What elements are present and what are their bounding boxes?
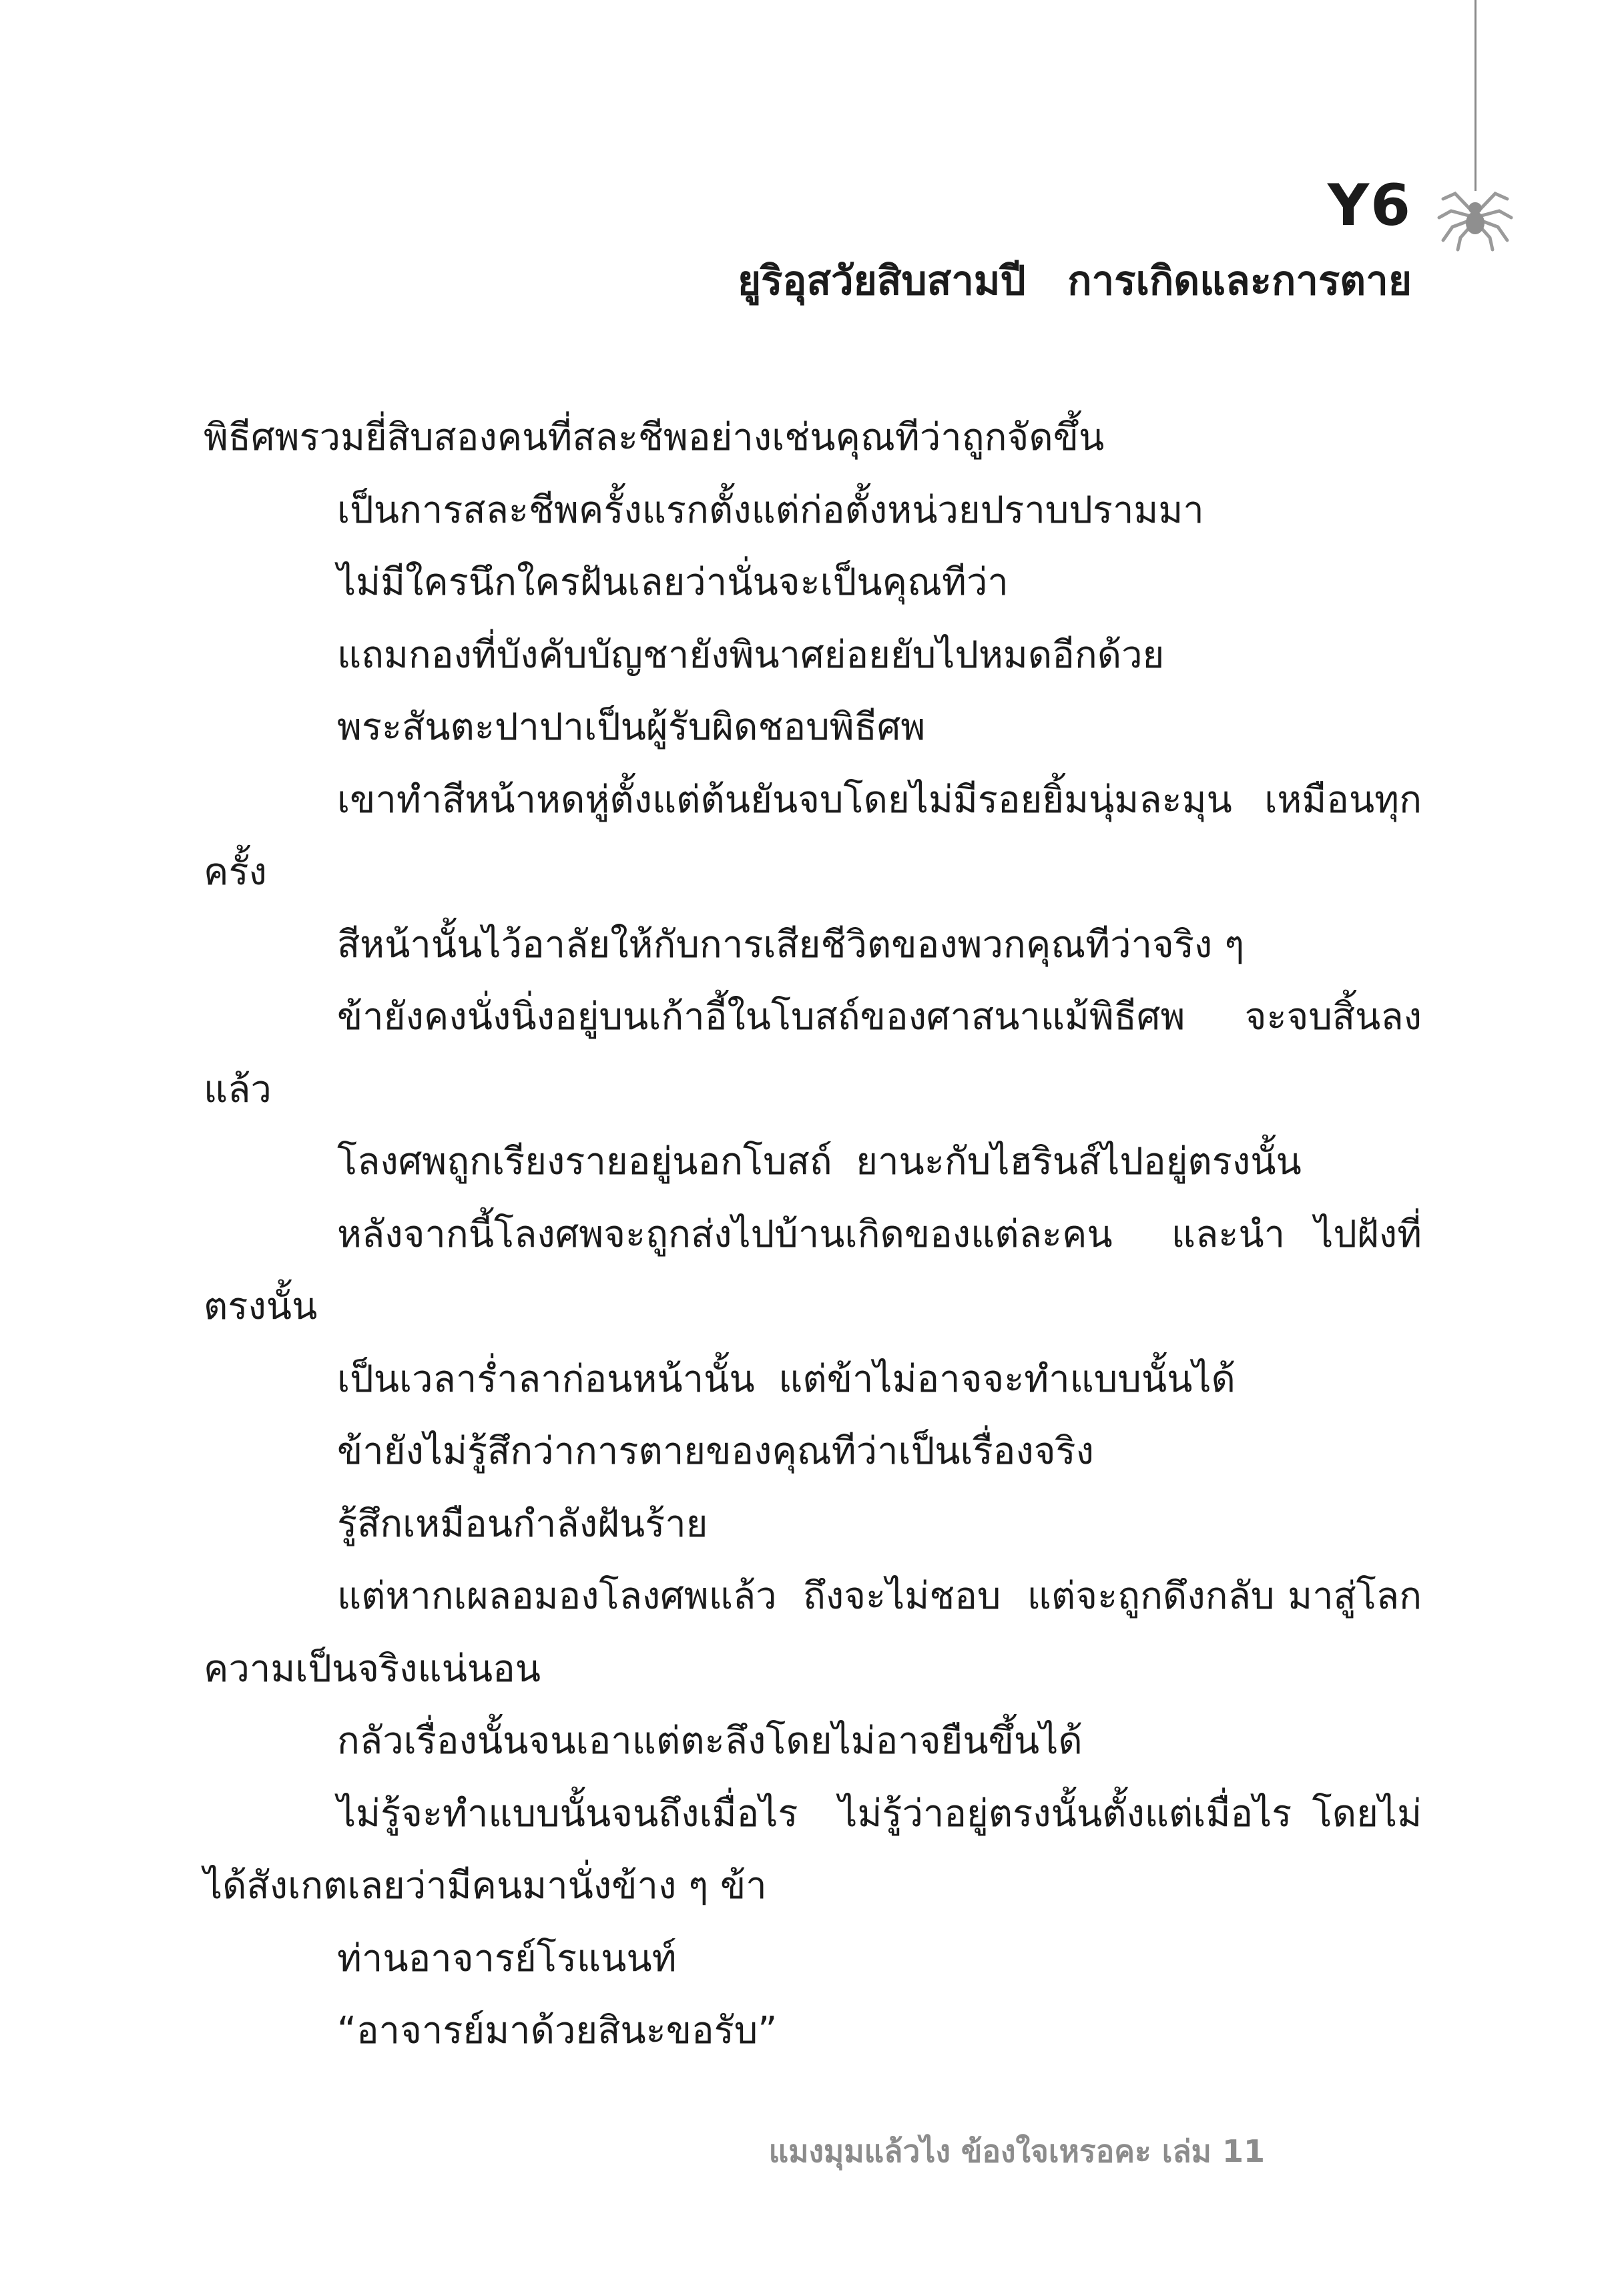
paragraph-15: กลัวเรื่องนั้นจนเอาแต่ตะลึงโดยไม่อาจยืนขึ้นได้ — [337, 1719, 1083, 1763]
spider-thread-line — [1474, 0, 1476, 191]
paragraph-9: โลงศพถูกเรียงรายอยู่นอกโบสถ์ ยานะกับไฮรินส์ไปอยู่ตรงนั้น — [337, 1140, 1302, 1183]
paragraph-6: เขาทำสีหน้าหดหู่ตั้งแต่ต้นยันจบโดยไม่มีรอยยิ้มนุ่มละมุน เหมือนทุกครั้ง — [204, 778, 1422, 894]
chapter-title: ยูริอุสวัยสิบสามปี การเกิดและการตาย — [738, 258, 1412, 304]
running-footer: แมงมุมแล้วไง ข้องใจเหรอคะ เล่ม 11 — [768, 2133, 1265, 2169]
body-text — [204, 402, 1422, 2068]
paragraph-14: แต่หากเผลอมองโลงศพแล้ว ถึงจะไม่ชอบ แต่จะถูกดึงกลับ มาสู่โลกความเป็นจริงแน่นอน — [204, 1574, 1422, 1691]
paragraph-5: พระสันตะปาปาเป็นผู้รับผิดชอบพิธีศพ — [337, 705, 926, 749]
paragraph-1: พิธีศพรวมยี่สิบสองคนที่สละชีพอย่างเช่นคุณทีว่าถูกจัดขึ้น — [204, 416, 1105, 459]
chapter-number: Y6 — [1327, 172, 1412, 239]
paragraph-18: “อาจารย์มาด้วยสินะขอรับ” — [337, 2009, 778, 2052]
paragraph-16: ไม่รู้จะทำแบบนั้นจนถึงเมื่อไร ไม่รู้ว่าอยู่ตรงนั้นตั้งแต่เมื่อไร โดยไม่ได้สังเกตเลยว่ามีคนมานั่งข้าง ๆ ข้า — [204, 1791, 1422, 1908]
paragraph-8: ข้ายังคงนั่งนิ่งอยู่บนเก้าอี้ในโบสถ์ของศาสนาแม้พิธีศพ จะจบสิ้นลงแล้ว — [204, 995, 1422, 1111]
paragraph-13: รู้สึกเหมือนกำลังฝันร้าย — [337, 1502, 708, 1546]
paragraph-11: เป็นเวลาร่ำลาก่อนหน้านั้น แต่ข้าไม่อาจจะทำแบบนั้นได้ — [337, 1357, 1236, 1401]
paragraph-4: แถมกองที่บังคับบัญชายังพินาศย่อยยับไปหมดอีกด้วย — [337, 633, 1165, 677]
paragraph-2: เป็นการสละชีพครั้งแรกตั้งแต่ก่อตั้งหน่วยปราบปรามมา — [337, 488, 1204, 532]
paragraph-17: ท่านอาจารย์โรแนนท์ — [337, 1936, 677, 1980]
paragraph-3: ไม่มีใครนึกใครฝันเลยว่านั่นจะเป็นคุณทีว่า — [337, 561, 1009, 604]
paragraph-12: ข้ายังไม่รู้สึกว่าการตายของคุณทีว่าเป็นเรื่องจริง — [337, 1430, 1094, 1473]
paragraph-7: สีหน้านั้นไว้อาลัยให้กับการเสียชีวิตของพวกคุณทีว่าจริง ๆ — [337, 922, 1245, 966]
paragraph-10: หลังจากนี้โลงศพจะถูกส่งไปบ้านเกิดของแต่ละคน และนำ ไปฝังที่ตรงนั้น — [204, 1212, 1422, 1328]
spider-icon — [1435, 179, 1515, 252]
